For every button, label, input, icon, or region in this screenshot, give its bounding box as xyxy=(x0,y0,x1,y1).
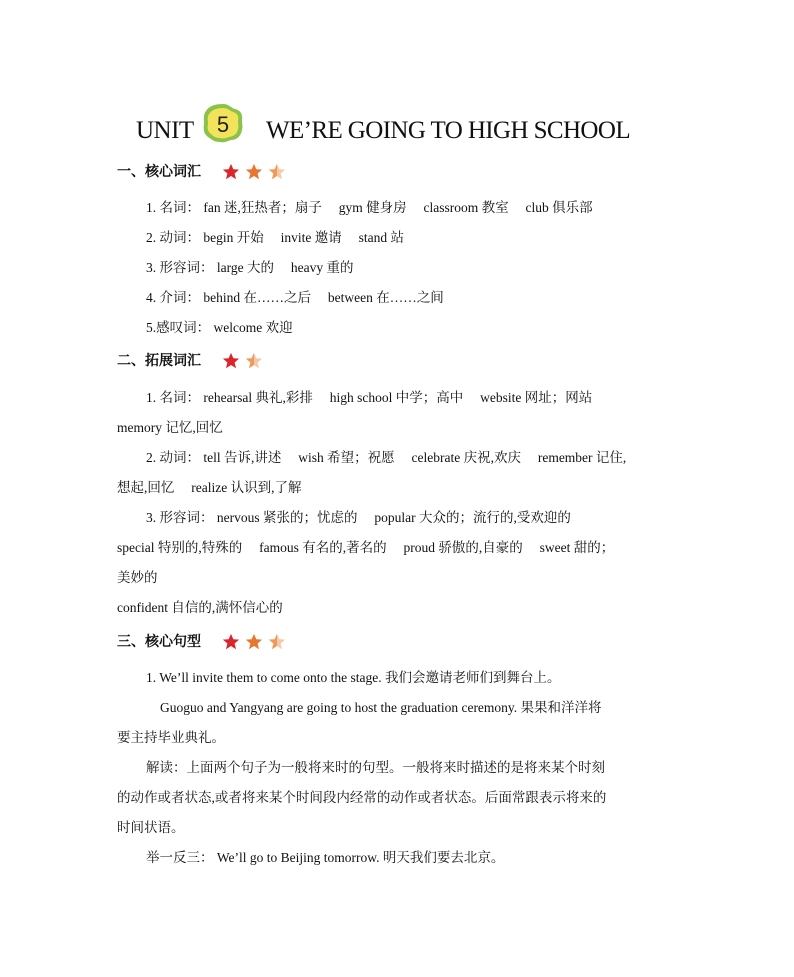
vocab-line: memory 记忆,回忆 xyxy=(117,420,223,435)
example-line: 举一反三： We’ll go to Beijing tomorrow. 明天我们要去北京。 xyxy=(146,850,505,865)
vocab-line: 5.感叹词： welcome 欢迎 xyxy=(146,320,293,335)
star-icon xyxy=(245,163,263,181)
difficulty-stars xyxy=(222,161,287,183)
sentence-line: Guoguo and Yangyang are going to host the graduation ceremony. 果果和洋洋将 xyxy=(160,700,602,715)
star-icon xyxy=(222,352,240,370)
unit-title-bar xyxy=(0,100,794,150)
star-icon xyxy=(222,633,240,651)
vocab-line: 美妙的 xyxy=(117,570,158,585)
vocab-line: 3. 形容词： large 大的 heavy 重的 xyxy=(146,260,354,275)
section-heading-ext-vocab: 二、拓展词汇 xyxy=(117,353,201,369)
explanation-line: 时间状语。 xyxy=(117,820,185,835)
half-star-icon xyxy=(268,633,286,651)
difficulty-stars xyxy=(222,631,287,653)
star-icon xyxy=(245,633,263,651)
vocab-line: 想起,回忆 realize 认识到,了解 xyxy=(117,480,302,495)
unit-label: UNIT xyxy=(136,117,194,144)
unit-number: 5 xyxy=(216,112,230,137)
unit-heading: WE’RE GOING TO HIGH SCHOOL xyxy=(266,117,631,144)
half-star-icon xyxy=(268,163,286,181)
explanation-line: 的动作或者状态,或者将来某个时间段内经常的动作或者状态。后面常跟表示将来的 xyxy=(117,790,607,805)
vocab-line: confident 自信的,满怀信心的 xyxy=(117,600,283,615)
vocab-line: 3. 形容词： nervous 紧张的；忧虑的 popular 大众的；流行的,受欢迎的 xyxy=(146,510,571,525)
vocab-line: 1. 名词： fan 迷,狂热者；扇子 gym 健身房 classroom 教室 club 俱乐部 xyxy=(146,200,593,215)
vocab-line: 4. 介词： behind 在……之后 between 在……之间 xyxy=(146,290,444,305)
unit-number-badge xyxy=(202,103,244,143)
vocab-line: 2. 动词： tell 告诉,讲述 wish 希望；祝愿 celebrate 庆祝,欢庆 remember 记住, xyxy=(146,450,627,465)
sentence-line: 1. We’ll invite them to come onto the stage. 我们会邀请老师们到舞台上。 xyxy=(146,670,561,685)
vocab-line: special 特别的,特殊的 famous 有名的,著名的 proud 骄傲的,自豪的 sweet 甜的； xyxy=(117,540,615,555)
flower-badge-icon xyxy=(202,103,244,143)
section-heading-core-vocab: 一、核心词汇 xyxy=(117,164,201,180)
vocab-line: 2. 动词： begin 开始 invite 邀请 stand 站 xyxy=(146,230,404,245)
vocab-line: 1. 名词： rehearsal 典礼,彩排 high school 中学；高中 website 网址；网站 xyxy=(146,390,593,405)
explanation-line: 解读：上面两个句子为一般将来时的句型。一般将来时描述的是将来某个时刻 xyxy=(146,760,605,775)
difficulty-stars xyxy=(222,350,264,372)
star-icon xyxy=(222,163,240,181)
section-heading-core-sentences: 三、核心句型 xyxy=(117,634,201,650)
half-star-icon xyxy=(245,352,263,370)
sentence-line: 要主持毕业典礼。 xyxy=(117,730,225,745)
